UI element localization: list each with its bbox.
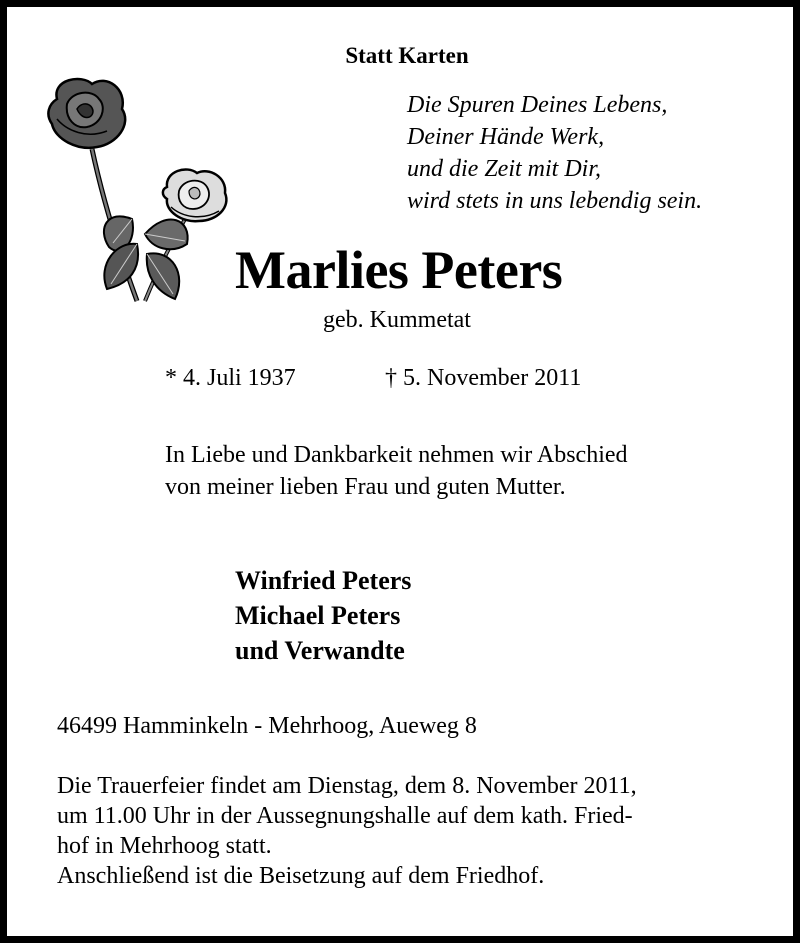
- funeral-details: [57, 771, 637, 891]
- ceremony-line: Die Trauerfeier findet am Dienstag, dem 8. November 2011,: [57, 773, 637, 799]
- ceremony-line: um 11.00 Uhr in der Aussegnungshalle auf dem kath. Fried-: [57, 803, 633, 829]
- ceremony-line: hof in Mehrhoog statt.: [57, 833, 272, 859]
- poem-line: und die Zeit mit Dir,: [407, 156, 602, 182]
- mourner-name: Winfried Peters: [235, 566, 412, 595]
- poem-line: Die Spuren Deines Lebens,: [407, 92, 668, 118]
- memorial-poem: [407, 89, 702, 217]
- ceremony-line: Anschließend ist die Beisetzung auf dem Friedhof.: [57, 863, 545, 889]
- mourners-list: [235, 563, 411, 668]
- header-title: Statt Karten: [345, 43, 469, 68]
- poem-line: Deiner Hände Werk,: [407, 124, 605, 150]
- mourner-name: und Verwandte: [235, 636, 405, 665]
- mourner-name: Michael Peters: [235, 601, 401, 630]
- farewell-line: In Liebe und Dankbarkeit nehmen wir Abschied: [165, 442, 628, 468]
- family-address: 46499 Hamminkeln - Mehrhoog, Aueweg 8: [57, 713, 477, 739]
- poem-line: wird stets in uns lebendig sein.: [407, 188, 703, 214]
- maiden-name: geb. Kummetat: [323, 307, 471, 333]
- deceased-name: Marlies Peters: [235, 240, 563, 300]
- farewell-text: [165, 439, 628, 503]
- birth-date: * 4. Juli 1937: [165, 365, 296, 391]
- death-date: † 5. November 2011: [385, 365, 582, 391]
- farewell-line: von meiner lieben Frau und guten Mutter.: [165, 474, 566, 500]
- roses-illustration: [37, 69, 237, 309]
